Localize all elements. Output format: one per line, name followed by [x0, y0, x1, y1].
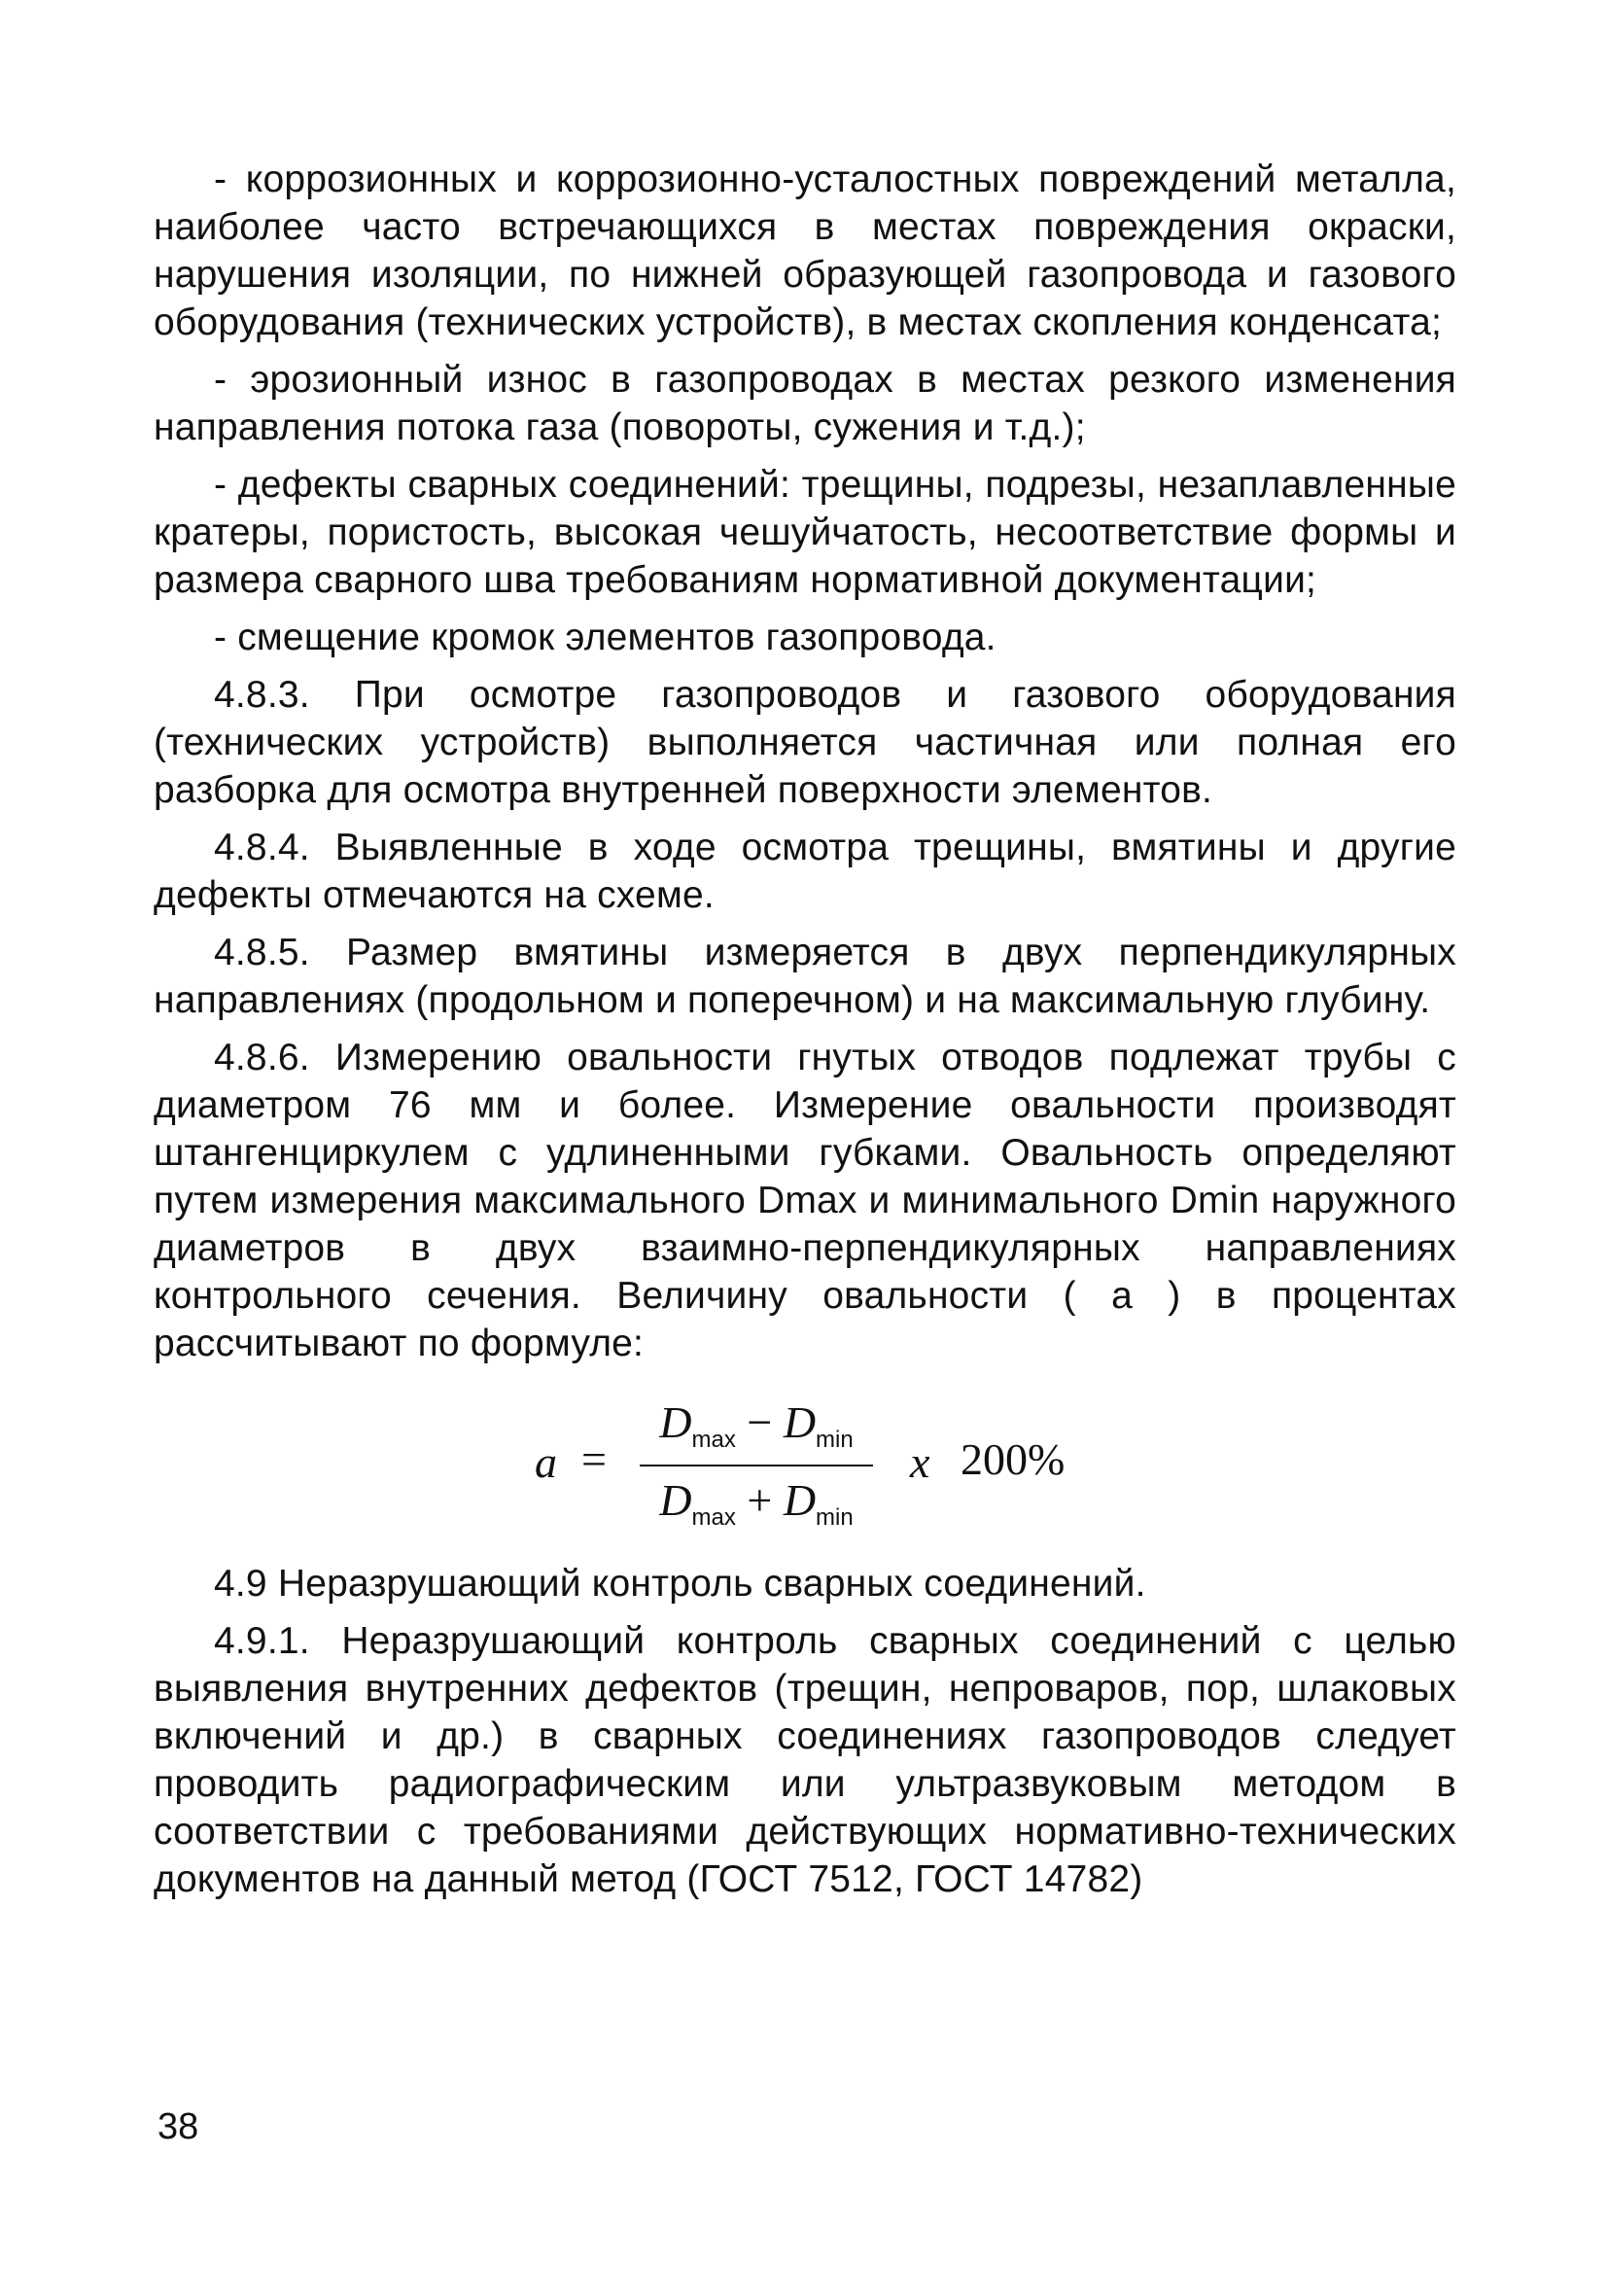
- denominator-sub-min: min: [816, 1504, 854, 1531]
- fraction-bar: [640, 1465, 873, 1466]
- paragraph-4-8-3: 4.8.3. При осмотре газопроводов и газового оборудования (технических устройств) выполняется частичная или полная его разборка для осмотра внутренней поверхности элементов.: [154, 674, 1456, 811]
- formula-fraction: [640, 1395, 873, 1540]
- numerator-d-max: D: [659, 1397, 692, 1447]
- text-block-after-formula: [154, 1560, 1456, 1903]
- paragraph-weld-defects: - дефекты сварных соединений: трещины, подрезы, незаплавленные кратеры, пористость, высокая чешуйчатость, несоответствие формы и размера сварного шва требованиям нормативной документации;: [154, 464, 1456, 601]
- paragraph-4-9-1: 4.9.1. Неразрушающий контроль сварных соединений с целью выявления внутренних дефектов (трещин, непроваров, пор, шлаковых включений и др.) в сварных соединениях газопроводов следует проводить радиографическим или ультразвуковым методом в соответствии с требованиями действующих нормативно-технических документов на данный метод (ГОСТ 7512, ГОСТ 14782): [154, 1620, 1456, 1900]
- formula-factor: 200%: [961, 1434, 1066, 1484]
- numerator-minus: −: [747, 1397, 773, 1447]
- text-block-before-formula: [154, 156, 1456, 1367]
- formula-times: x: [910, 1437, 930, 1487]
- formula-numerator: [640, 1396, 873, 1454]
- page-number: 38: [157, 2106, 199, 2147]
- paragraph-4-8-6: 4.8.6. Измерению овальности гнутых отводов подлежат трубы с диаметром 76 мм и более. Измерение овальности производят штангенциркулем с удлиненными губками. Овальность определяют путем измерения максимального Dmax и минимального Dmin наружного диаметров в двух взаимно-перпендикулярных направлениях контрольного сечения. Величину овальности ( a ) в процентах рассчитывают по формуле:: [154, 1037, 1456, 1364]
- formula-lhs: a: [535, 1437, 557, 1487]
- paragraph-4-8-4: 4.8.4. Выявленные в ходе осмотра трещины, вмятины и другие дефекты отмечаются на схеме.: [154, 827, 1456, 916]
- paragraph-erosion: - эрозионный износ в газопроводах в местах резкого изменения направления потока газа (повороты, сужения и т.д.);: [154, 359, 1456, 448]
- numerator-d-min: D: [783, 1397, 817, 1447]
- paragraph-4-8-5: 4.8.5. Размер вмятины измеряется в двух перпендикулярных направлениях (продольном и поперечном) и на максимальную глубину.: [154, 932, 1456, 1021]
- numerator-sub-min: min: [816, 1427, 854, 1453]
- paragraph-edge-offset: - смещение кромок элементов газопровода.: [214, 617, 996, 658]
- formula-denominator: [640, 1474, 873, 1532]
- section-heading-4-9: 4.9 Неразрушающий контроль сварных соединений.: [214, 1563, 1146, 1605]
- document-page: [154, 156, 1456, 1903]
- denominator-plus: +: [747, 1475, 773, 1525]
- denominator-sub-max: max: [691, 1504, 736, 1531]
- numerator-sub-max: max: [691, 1427, 736, 1453]
- denominator-d-max: D: [659, 1475, 692, 1525]
- paragraph-corrosion: - коррозионных и коррозионно-усталостных повреждений металла, наиболее часто встречающихся в местах повреждения окраски, нарушения изоляции, по нижней образующей газопровода и газового оборудования (технических устройств), в местах скопления конденсата;: [154, 159, 1456, 343]
- denominator-d-min: D: [783, 1475, 817, 1525]
- formula-equals: =: [581, 1434, 607, 1484]
- ovality-formula: [154, 1395, 1456, 1540]
